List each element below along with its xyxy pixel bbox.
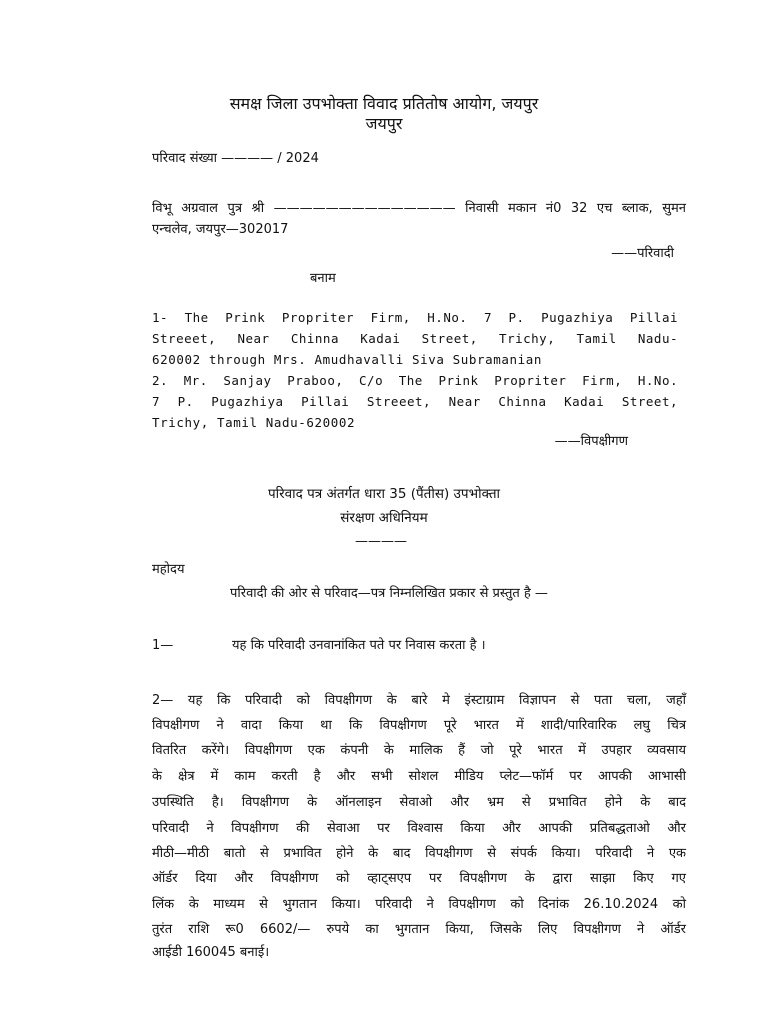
para-2-line-11: आईडी 160045 बनाई।: [152, 945, 270, 960]
para-2-line-3: वितरित करेंगे। विपक्षीगण एक कंपनी के मालिक हैं जो पूरे भारत में उपहार व्यवसाय: [152, 743, 686, 758]
respondent-line-1: 1- The Prink Propriter Firm, H.No. 7 P. Pugazhiya Pillai: [152, 310, 678, 325]
respondent-line-3: 620002 through Mrs. Amudhavalli Siva Subramanian: [152, 352, 543, 367]
respondent-line-2: Streeet, Near Chinna Kadai Street, Trichy, Tamil Nadu-: [152, 331, 678, 346]
para-2-line-9: लिंक के माध्यम से भुगतान किया। परिवादी ने विपक्षीगण को दिनांक 26.10.2024 को: [152, 897, 686, 912]
versus-label: बनाम: [310, 271, 336, 286]
para-2-line-4: के क्षेत्र में काम करती है और सभी सोशल मीडिय प्लेट—फॉर्म पर आपकी आभासी: [152, 769, 686, 784]
subject-rule: ————: [355, 534, 407, 549]
intro-text: परिवादी की ओर से परिवाद—पत्र निम्नलिखित प्रकार से प्रस्तुत है —: [230, 586, 548, 601]
respondent-line-6: Trichy, Tamil Nadu-620002: [152, 415, 356, 430]
respondent-role: ——विपक्षीगण: [554, 434, 628, 449]
subject-line-2: संरक्षण अधिनियम: [340, 510, 428, 526]
case-number: परिवाद संख्या ———— / 2024: [152, 151, 319, 166]
complainant-line-2: एन्चलेव, जयपुर—302017: [152, 222, 289, 237]
para-2-line-1: 2— यह कि परिवादी को विपक्षीगण के बारे मे इंस्टाग्राम विज्ञापन से पता चला, जहाँ: [152, 693, 686, 708]
para-2-line-2: विपक्षीगण ने वादा किया था कि विपक्षीगण पूरे भारत में शादी/पारिवारिक लघु चित्र: [152, 718, 686, 733]
para-2-line-6: परिवादी ने विपक्षीगण की सेवाआ पर विश्वास किया और आपकी प्रतिबद्धताओ और: [152, 821, 686, 836]
para-2-line-10: तुरंत राशि रू0 6602/— रुपये का भुगतान किया, जिसके लिए विपक्षीगण ने ऑर्डर: [152, 922, 686, 937]
salutation: महोदय: [152, 562, 185, 577]
court-title: समक्ष जिला उपभोक्ता विवाद प्रतितोष आयोग, जयपुर: [229, 94, 539, 113]
para-1-number: 1—: [152, 638, 174, 653]
para-2-line-7: मीठी—मीठी बातो से प्रभावित होने के बाद विपक्षीगण से संपर्क किया। परिवादी ने एक: [152, 846, 686, 861]
complainant-role: ——परिवादी: [611, 246, 674, 261]
para-2-line-5: उपस्थिति है। विपक्षीगण के ऑनलाइन सेवाओ और भ्रम से प्रभावित होने के बाद: [152, 795, 686, 810]
respondent-line-5: 7 P. Pugazhiya Pillai Streeet, Near Chinna Kadai Street,: [152, 394, 678, 409]
para-1-text: यह कि परिवादी उनवानांकित पते पर निवास करता है ।: [232, 638, 486, 653]
respondent-line-4: 2. Mr. Sanjay Praboo, C/o The Prink Propriter Firm, H.No.: [152, 373, 678, 388]
court-city: जयपुर: [365, 114, 403, 133]
para-2-line-8: ऑर्डर दिया और विपक्षीगण को व्हाट्सएप पर विपक्षीगण के द्वारा साझा किए गए: [152, 871, 686, 886]
subject-line-1: परिवाद पत्र अंतर्गत धारा 35 (पैंतीस) उपभोक्ता: [267, 486, 501, 502]
complainant-line-1: विभू अग्रवाल पुत्र श्री —————————————— निवासी मकान नं0 32 एच ब्लाक, सुमन: [152, 201, 686, 216]
